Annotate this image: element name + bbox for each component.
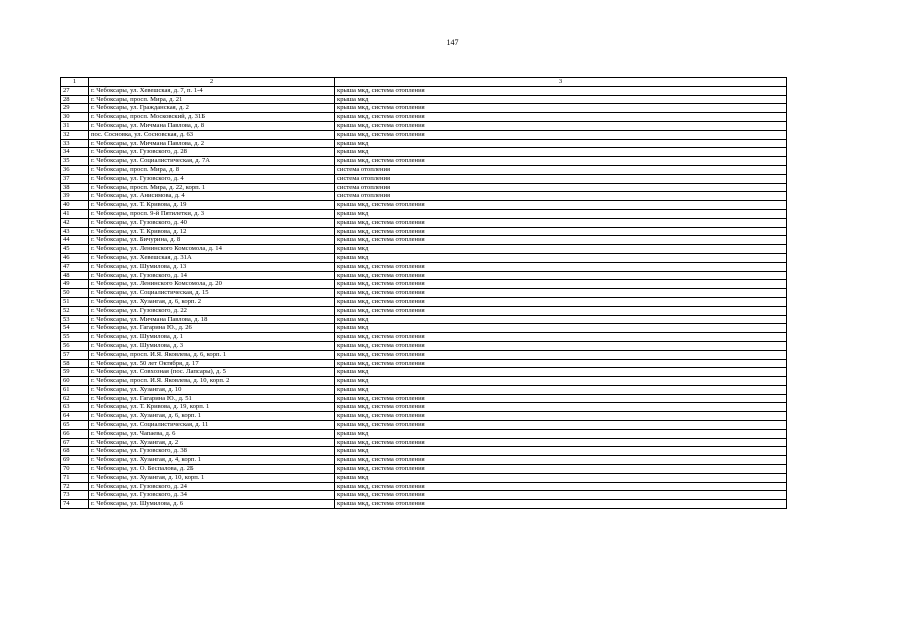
row-address: г. Чебоксары, ул. Шумилова, д. 6 — [89, 500, 335, 509]
table-row — [61, 245, 787, 254]
row-work-type: крыша мкд, система отопления — [335, 157, 787, 166]
table-row — [61, 121, 787, 130]
row-work-type: крыша мкд, система отопления — [335, 297, 787, 306]
row-address: г. Чебоксары, ул. Мичмана Павлова, д. 2 — [89, 139, 335, 148]
row-address: г. Чебоксары, ул. Бичурина, д. 8 — [89, 236, 335, 245]
row-address: г. Чебоксары, ул. Шумилова, д. 13 — [89, 262, 335, 271]
row-work-type: крыша мкд, система отопления — [335, 280, 787, 289]
row-number: 63 — [61, 403, 89, 412]
table-row — [61, 297, 787, 306]
table-row — [61, 201, 787, 210]
row-address: г. Чебоксары, ул. Ленинского Комсомола, д. 14 — [89, 245, 335, 254]
row-number: 31 — [61, 121, 89, 130]
row-address: г. Чебоксары, ул. Гузовского, д. 34 — [89, 491, 335, 500]
row-work-type: крыша мкд, система отопления — [335, 306, 787, 315]
row-address: г. Чебоксары, просп. И.Я. Яковлева, д. 10, корп. 2 — [89, 377, 335, 386]
row-address: г. Чебоксары, ул. Социалистическая, д. 7А — [89, 157, 335, 166]
row-number: 41 — [61, 209, 89, 218]
row-address: г. Чебоксары, ул. Хузангая, д. 6, корп. 2 — [89, 297, 335, 306]
row-number: 42 — [61, 218, 89, 227]
row-work-type: крыша мкд, система отопления — [335, 333, 787, 342]
row-number: 48 — [61, 271, 89, 280]
table-row — [61, 104, 787, 113]
row-number: 32 — [61, 130, 89, 139]
table-row — [61, 165, 787, 174]
row-work-type: крыша мкд, система отопления — [335, 113, 787, 122]
row-address: г. Чебоксары, ул. О. Беспалова, д. 2Б — [89, 465, 335, 474]
row-work-type: крыша мкд, система отопления — [335, 86, 787, 95]
row-number: 53 — [61, 315, 89, 324]
row-work-type: крыша мкд, система отопления — [335, 350, 787, 359]
row-number: 50 — [61, 289, 89, 298]
table-row — [61, 333, 787, 342]
row-number: 56 — [61, 341, 89, 350]
row-address: г. Чебоксары, просп. 9-й Пятилетки, д. 3 — [89, 209, 335, 218]
row-address: г. Чебоксары, ул. Гузовского, д. 4 — [89, 174, 335, 183]
row-number: 64 — [61, 412, 89, 421]
row-work-type: крыша мкд, система отопления — [335, 218, 787, 227]
address-table — [60, 77, 787, 509]
row-work-type: крыша мкд — [335, 95, 787, 104]
header-col-work-type: 3 — [335, 78, 787, 87]
row-address: г. Чебоксары, ул. Хузангая, д. 6, корп. 1 — [89, 412, 335, 421]
row-work-type: крыша мкд, система отопления — [335, 289, 787, 298]
row-number: 69 — [61, 456, 89, 465]
row-number: 30 — [61, 113, 89, 122]
table-row — [61, 139, 787, 148]
row-number: 27 — [61, 86, 89, 95]
row-number: 67 — [61, 438, 89, 447]
row-number: 49 — [61, 280, 89, 289]
row-work-type: крыша мкд, система отопления — [335, 482, 787, 491]
row-work-type: система отопления — [335, 192, 787, 201]
row-work-type: система отопления — [335, 165, 787, 174]
table-row — [61, 192, 787, 201]
row-work-type: крыша мкд — [335, 447, 787, 456]
row-work-type: система отопления — [335, 183, 787, 192]
row-work-type: крыша мкд, система отопления — [335, 121, 787, 130]
row-address: г. Чебоксары, ул. Ленинского Комсомола, д. 20 — [89, 280, 335, 289]
row-work-type: крыша мкд, система отопления — [335, 465, 787, 474]
row-address: г. Чебоксары, ул. Мичмана Павлова, д. 8 — [89, 121, 335, 130]
row-number: 59 — [61, 368, 89, 377]
row-number: 68 — [61, 447, 89, 456]
table-row — [61, 289, 787, 298]
row-address: г. Чебоксары, просп. Мира, д. 22, корп. 1 — [89, 183, 335, 192]
table-row — [61, 491, 787, 500]
table-row — [61, 86, 787, 95]
table-row — [61, 262, 787, 271]
row-number: 37 — [61, 174, 89, 183]
row-address: г. Чебоксары, ул. Хузангая, д. 10 — [89, 385, 335, 394]
row-number: 47 — [61, 262, 89, 271]
row-address: г. Чебоксары, ул. Мичмана Павлова, д. 18 — [89, 315, 335, 324]
table-row — [61, 253, 787, 262]
row-work-type: крыша мкд — [335, 139, 787, 148]
page-number: 147 — [446, 38, 459, 47]
table-row — [61, 315, 787, 324]
row-work-type: крыша мкд, система отопления — [335, 500, 787, 509]
table-row — [61, 306, 787, 315]
row-number: 51 — [61, 297, 89, 306]
row-address: г. Чебоксары, ул. Гражданская, д. 2 — [89, 104, 335, 113]
row-number: 38 — [61, 183, 89, 192]
row-address: г. Чебоксары, ул. Хевешская, д. 7, п. 1-4 — [89, 86, 335, 95]
table-row — [61, 500, 787, 509]
row-address: г. Чебоксары, просп. Мира, д. 21 — [89, 95, 335, 104]
row-address: г. Чебоксары, ул. Гузовского, д. 38 — [89, 447, 335, 456]
row-address: г. Чебоксары, ул. Хузангая, д. 10, корп. 1 — [89, 473, 335, 482]
row-number: 33 — [61, 139, 89, 148]
row-address: г. Чебоксары, ул. Социалистическая, д. 11 — [89, 421, 335, 430]
row-work-type: крыша мкд — [335, 324, 787, 333]
table-row — [61, 421, 787, 430]
table-row — [61, 482, 787, 491]
row-address: г. Чебоксары, ул. Т. Кривова, д. 19 — [89, 201, 335, 210]
table-row — [61, 236, 787, 245]
row-work-type: крыша мкд, система отопления — [335, 227, 787, 236]
table-header-row — [61, 78, 787, 87]
header-col-address: 2 — [89, 78, 335, 87]
table-row — [61, 227, 787, 236]
row-work-type: крыша мкд — [335, 209, 787, 218]
row-address: г. Чебоксары, просп. Московский, д. 31Б — [89, 113, 335, 122]
row-number: 74 — [61, 500, 89, 509]
row-work-type: крыша мкд — [335, 385, 787, 394]
row-address: г. Чебоксары, просп. И.Я. Яковлева, д. 6, корп. 1 — [89, 350, 335, 359]
row-address: г. Чебоксары, ул. Анисимова, д. 4 — [89, 192, 335, 201]
row-work-type: система отопления — [335, 174, 787, 183]
row-address: г. Чебоксары, ул. Хузангая, д. 4, корп. 1 — [89, 456, 335, 465]
row-work-type: крыша мкд — [335, 315, 787, 324]
row-address: г. Чебоксары, ул. Гузовского, д. 14 — [89, 271, 335, 280]
row-address: г. Чебоксары, ул. Гузовского, д. 28 — [89, 148, 335, 157]
row-address: г. Чебоксары, ул. Т. Кривова, д. 19, корп. 1 — [89, 403, 335, 412]
row-work-type: крыша мкд — [335, 429, 787, 438]
row-address: г. Чебоксары, ул. Социалистическая, д. 15 — [89, 289, 335, 298]
table-row — [61, 183, 787, 192]
table-row — [61, 394, 787, 403]
table-row — [61, 280, 787, 289]
row-address: г. Чебоксары, ул. Хузангая, д. 2 — [89, 438, 335, 447]
row-number: 73 — [61, 491, 89, 500]
row-work-type: крыша мкд, система отопления — [335, 236, 787, 245]
row-work-type: крыша мкд — [335, 377, 787, 386]
row-work-type: крыша мкд, система отопления — [335, 104, 787, 113]
row-number: 61 — [61, 385, 89, 394]
row-number: 43 — [61, 227, 89, 236]
table-row — [61, 368, 787, 377]
row-address: г. Чебоксары, ул. Чапаева, д. 6 — [89, 429, 335, 438]
row-number: 58 — [61, 359, 89, 368]
row-address: г. Чебоксары, ул. Гузовского, д. 40 — [89, 218, 335, 227]
row-work-type: крыша мкд, система отопления — [335, 271, 787, 280]
table-row — [61, 324, 787, 333]
row-number: 65 — [61, 421, 89, 430]
row-work-type: крыша мкд, система отопления — [335, 412, 787, 421]
table-row — [61, 130, 787, 139]
row-number: 39 — [61, 192, 89, 201]
table-row — [61, 350, 787, 359]
row-number: 40 — [61, 201, 89, 210]
table-row — [61, 157, 787, 166]
row-work-type: крыша мкд, система отопления — [335, 341, 787, 350]
row-address: г. Чебоксары, просп. Мира, д. 8 — [89, 165, 335, 174]
row-number: 36 — [61, 165, 89, 174]
row-address: г. Чебоксары, ул. Гузовского, д. 22 — [89, 306, 335, 315]
row-number: 57 — [61, 350, 89, 359]
row-work-type: крыша мкд, система отопления — [335, 262, 787, 271]
row-address: г. Чебоксары, ул. Шумилова, д. 1 — [89, 333, 335, 342]
row-address: г. Чебоксары, ул. 50 лет Октября, д. 17 — [89, 359, 335, 368]
row-number: 35 — [61, 157, 89, 166]
row-work-type: крыша мкд — [335, 245, 787, 254]
table-row — [61, 209, 787, 218]
row-number: 70 — [61, 465, 89, 474]
row-number: 28 — [61, 95, 89, 104]
row-work-type: крыша мкд — [335, 473, 787, 482]
table-row — [61, 403, 787, 412]
table-row — [61, 447, 787, 456]
row-number: 55 — [61, 333, 89, 342]
table-row — [61, 465, 787, 474]
row-number: 72 — [61, 482, 89, 491]
row-work-type: крыша мкд, система отопления — [335, 394, 787, 403]
table-row — [61, 341, 787, 350]
row-address: г. Чебоксары, ул. Хевешская, д. 31А — [89, 253, 335, 262]
table-row — [61, 271, 787, 280]
row-work-type: крыша мкд — [335, 253, 787, 262]
row-number: 66 — [61, 429, 89, 438]
row-work-type: крыша мкд, система отопления — [335, 201, 787, 210]
table-row — [61, 377, 787, 386]
table-row — [61, 456, 787, 465]
row-address: г. Чебоксары, ул. Т. Кривова, д. 12 — [89, 227, 335, 236]
row-address: г. Чебоксары, ул. Гагарина Ю., д. 51 — [89, 394, 335, 403]
row-address: г. Чебоксары, ул. Шумилова, д. 3 — [89, 341, 335, 350]
row-work-type: крыша мкд, система отопления — [335, 403, 787, 412]
row-number: 29 — [61, 104, 89, 113]
row-number: 52 — [61, 306, 89, 315]
row-work-type: крыша мкд, система отопления — [335, 130, 787, 139]
table-row — [61, 438, 787, 447]
table-row — [61, 359, 787, 368]
row-number: 54 — [61, 324, 89, 333]
table-row — [61, 148, 787, 157]
row-number: 44 — [61, 236, 89, 245]
table-body — [61, 78, 787, 509]
row-number: 60 — [61, 377, 89, 386]
table-row — [61, 473, 787, 482]
table-row — [61, 218, 787, 227]
row-address: пос. Сосновка, ул. Сосновская, д. 63 — [89, 130, 335, 139]
row-work-type: крыша мкд — [335, 148, 787, 157]
row-number: 34 — [61, 148, 89, 157]
row-number: 62 — [61, 394, 89, 403]
row-address: г. Чебоксары, ул. Гузовского, д. 24 — [89, 482, 335, 491]
row-work-type: крыша мкд — [335, 368, 787, 377]
table-row — [61, 113, 787, 122]
row-number: 71 — [61, 473, 89, 482]
row-work-type: крыша мкд, система отопления — [335, 438, 787, 447]
row-address: г. Чебоксары, ул. Гагарина Ю., д. 26 — [89, 324, 335, 333]
table-row — [61, 95, 787, 104]
row-work-type: крыша мкд, система отопления — [335, 421, 787, 430]
table-row — [61, 385, 787, 394]
row-work-type: крыша мкд, система отопления — [335, 456, 787, 465]
table-row — [61, 412, 787, 421]
header-col-number: 1 — [61, 78, 89, 87]
table-row — [61, 174, 787, 183]
row-work-type: крыша мкд, система отопления — [335, 491, 787, 500]
row-address: г. Чебоксары, ул. Совхозная (пос. Лапсары), д. 5 — [89, 368, 335, 377]
row-number: 46 — [61, 253, 89, 262]
table-row — [61, 429, 787, 438]
row-work-type: крыша мкд, система отопления — [335, 359, 787, 368]
row-number: 45 — [61, 245, 89, 254]
